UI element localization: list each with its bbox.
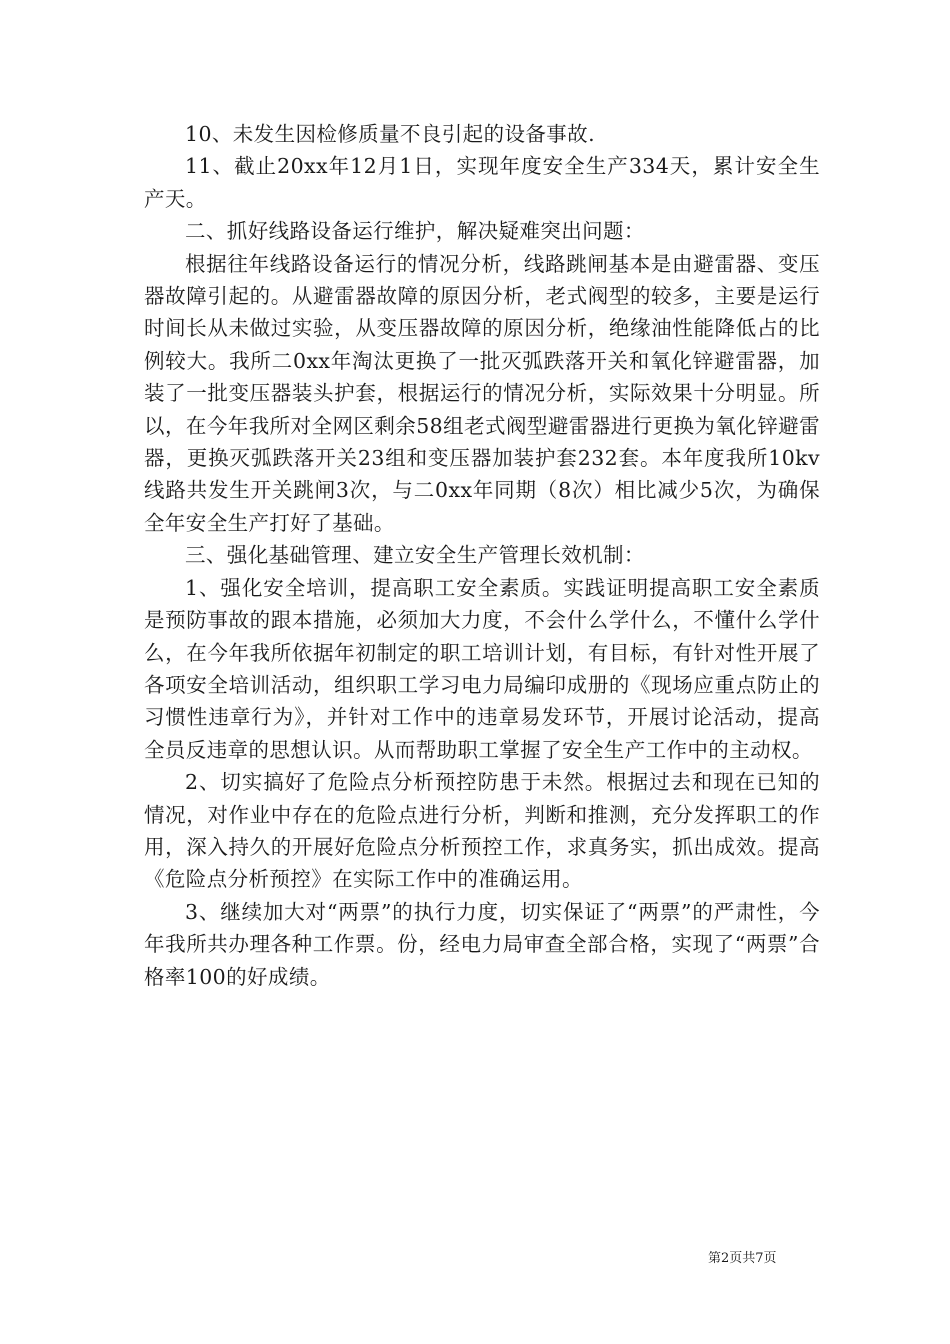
paragraph-item-10: 10、未发生因检修质量不良引起的设备事故.	[185, 122, 596, 146]
section-heading-3: 三、强化基础管理、建立安全生产管理长效机制：	[185, 543, 645, 568]
document-body	[144, 118, 820, 993]
paragraph-safety-training: 1、强化安全培训，提高职工安全素质。实践证明提高职工安全素质是预防事故的跟本措施，必须加大力度，不会什么学什么，不懂什么学什么，在今年我所依据年初制定的职工培训计划，有目标，有针对性开展了各项安全培训活动，组织职工学习电力局编印成册的《现场应重点防止的习惯性违章行为》，并针对工作中的违章易发环节，开展讨论活动，提高全员反违章的思想认识。从而帮助职工掌握了安全生产工作中的主动权。	[144, 575, 820, 762]
section-heading-2: 二、抓好线路设备运行维护，解决疑难突出问题：	[185, 219, 645, 244]
paragraph-two-tickets: 3、继续加大对“两票”的执行力度，切实保证了“两票”的严肃性，今年我所共办理各种工作票。份，经电力局审查全部合格，实现了“两票”合格率100的好成绩。	[144, 899, 820, 989]
page-number: 第2页共7页	[708, 1251, 777, 1266]
paragraph-line-maintenance: 根据往年线路设备运行的情况分析，线路跳闸基本是由避雷器、变压器故障引起的。从避雷器故障的原因分析，老式阀型的较多，主要是运行时间长从未做过实验，从变压器故障的原因分析，绝缘油性能降低占的比例较大。我所二0xx年淘汰更换了一批灭弧跌落开关和氧化锌避雷器，加装了一批变压器装头护套，根据运行的情况分析，实际效果十分明显。所以，在今年我所对全网区剩余58组老式阀型避雷器进行更换为氧化锌避雷器，更换灭弧跌落开关23组和变压器加装护套232套。本年度我所10kv线路共发生开关跳闸3次，与二0xx年同期（8次）相比减少5次，为确保全年安全生产打好了基础。	[144, 251, 820, 535]
paragraph-risk-analysis: 2、切实搞好了危险点分析预控防患于未然。根据过去和现在已知的情况，对作业中存在的危险点进行分析，判断和推测，充分发挥职工的作用，深入持久的开展好危险点分析预控工作，求真务实，抓出成效。提高《危险点分析预控》在实际工作中的准确运用。	[144, 770, 820, 892]
paragraph-item-11: 11、截止20xx年12月1日，实现年度安全生产334天，累计安全生产天。	[144, 154, 820, 211]
